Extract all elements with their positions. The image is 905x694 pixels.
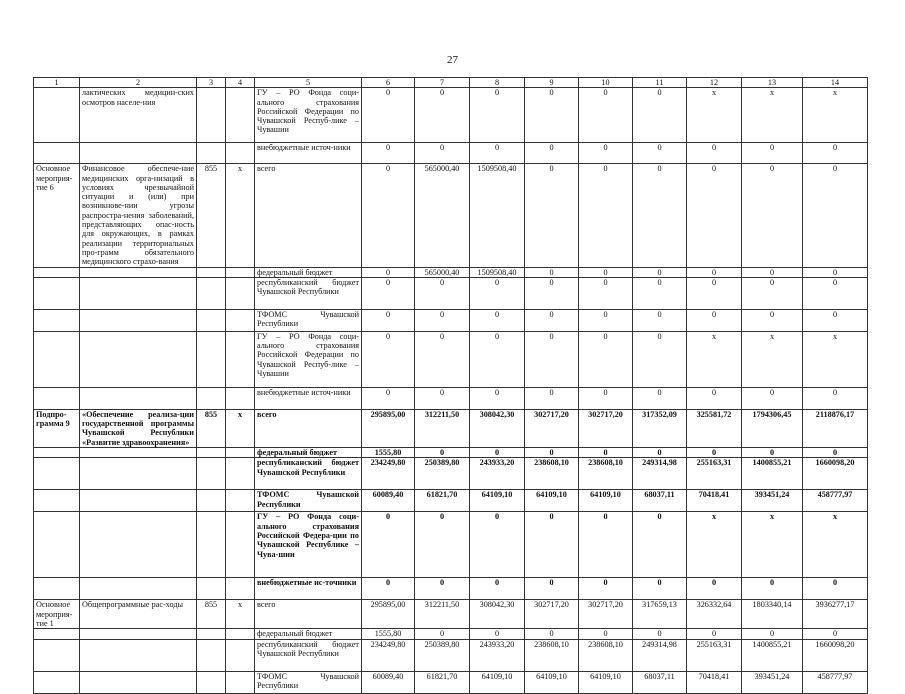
- value-cell: 0: [633, 578, 687, 600]
- value-cell: 1660098,20: [803, 639, 868, 671]
- funding-source-cell: федеральный бюджет: [255, 267, 362, 277]
- value-cell: 0: [362, 164, 415, 267]
- table-row: [34, 671, 868, 693]
- value-cell: 0: [525, 512, 579, 578]
- rzpr-code-cell: [226, 88, 255, 143]
- value-cell: 68037,11: [633, 490, 687, 512]
- value-cell: 0: [525, 277, 579, 309]
- value-cell: x: [742, 512, 803, 578]
- grbs-code-cell: [197, 671, 226, 693]
- value-cell: 64109,10: [579, 671, 633, 693]
- value-cell: 302717,20: [525, 600, 579, 629]
- program-code-cell: [34, 309, 80, 331]
- value-cell: 317659,13: [633, 600, 687, 629]
- value-cell: 0: [742, 387, 803, 409]
- program-code-cell: [34, 639, 80, 671]
- value-cell: x: [742, 88, 803, 143]
- value-cell: 0: [803, 143, 868, 164]
- value-cell: 0: [803, 629, 868, 639]
- program-code-cell: [34, 143, 80, 164]
- funding-source-cell: всего: [255, 409, 362, 447]
- value-cell: 0: [633, 629, 687, 639]
- program-name-cell: [80, 458, 197, 490]
- value-cell: 238608,10: [579, 639, 633, 671]
- grbs-code-cell: [197, 512, 226, 578]
- table-body: [34, 78, 868, 694]
- table-row: [34, 458, 868, 490]
- value-cell: 326332,64: [687, 600, 742, 629]
- rzpr-code-cell: [226, 309, 255, 331]
- page-number: 27: [447, 54, 458, 66]
- column-header: 10: [579, 78, 633, 88]
- program-code-cell: [34, 490, 80, 512]
- value-cell: 250389,80: [415, 458, 470, 490]
- value-cell: 0: [470, 331, 525, 387]
- table-row: [34, 490, 868, 512]
- funding-source-cell: ТФОМС Чувашской Республики: [255, 671, 362, 693]
- program-name-cell: [80, 267, 197, 277]
- value-cell: 0: [742, 629, 803, 639]
- program-name-cell: [80, 143, 197, 164]
- value-cell: 2118876,17: [803, 409, 868, 447]
- value-cell: 295895,00: [362, 600, 415, 629]
- value-cell: 302717,20: [579, 600, 633, 629]
- value-cell: 1794306,45: [742, 409, 803, 447]
- value-cell: 1400855,21: [742, 458, 803, 490]
- value-cell: 0: [633, 309, 687, 331]
- program-code-cell: [34, 331, 80, 387]
- grbs-code-cell: [197, 448, 226, 458]
- value-cell: 308042,30: [470, 600, 525, 629]
- value-cell: 0: [579, 629, 633, 639]
- header-row: [34, 78, 868, 88]
- value-cell: 0: [470, 387, 525, 409]
- value-cell: 0: [470, 143, 525, 164]
- value-cell: 64109,10: [525, 671, 579, 693]
- value-cell: 0: [742, 164, 803, 267]
- value-cell: 64109,10: [579, 490, 633, 512]
- rzpr-code-cell: [226, 458, 255, 490]
- value-cell: 0: [687, 629, 742, 639]
- value-cell: 0: [415, 578, 470, 600]
- value-cell: 317352,09: [633, 409, 687, 447]
- program-name-cell: лактических медицин-ских осмотров населе-ния: [80, 88, 197, 143]
- program-code-cell: [34, 578, 80, 600]
- rzpr-code-cell: x: [226, 409, 255, 447]
- value-cell: 255163,31: [687, 639, 742, 671]
- value-cell: 0: [579, 512, 633, 578]
- funding-source-cell: ТФОМС Чувашской Республики: [255, 309, 362, 331]
- rzpr-code-cell: [226, 629, 255, 639]
- grbs-code-cell: 855: [197, 600, 226, 629]
- value-cell: 0: [362, 331, 415, 387]
- rzpr-code-cell: [226, 267, 255, 277]
- program-name-cell: [80, 629, 197, 639]
- value-cell: 0: [415, 143, 470, 164]
- program-code-cell: Основное мероприя-тие 6: [34, 164, 80, 267]
- value-cell: 0: [579, 331, 633, 387]
- grbs-code-cell: [197, 578, 226, 600]
- value-cell: 64109,10: [470, 671, 525, 693]
- column-header: 6: [362, 78, 415, 88]
- value-cell: 325581,72: [687, 409, 742, 447]
- value-cell: 243933,20: [470, 639, 525, 671]
- value-cell: x: [803, 331, 868, 387]
- value-cell: 0: [525, 164, 579, 267]
- table-row: [34, 267, 868, 277]
- value-cell: 0: [470, 88, 525, 143]
- funding-source-cell: ТФОМС Чувашской Республики: [255, 490, 362, 512]
- value-cell: 565000,40: [415, 267, 470, 277]
- value-cell: 60089,40: [362, 671, 415, 693]
- grbs-code-cell: [197, 458, 226, 490]
- column-header: 1: [34, 78, 80, 88]
- value-cell: 0: [579, 267, 633, 277]
- value-cell: x: [687, 512, 742, 578]
- value-cell: 0: [687, 143, 742, 164]
- value-cell: 0: [633, 277, 687, 309]
- funding-source-cell: федеральный бюджет: [255, 629, 362, 639]
- funding-source-cell: внебюджетные источ-ники: [255, 387, 362, 409]
- column-header: 8: [470, 78, 525, 88]
- value-cell: 1555,80: [362, 629, 415, 639]
- value-cell: 0: [525, 309, 579, 331]
- value-cell: 0: [687, 164, 742, 267]
- value-cell: 234249,80: [362, 639, 415, 671]
- value-cell: 250389,80: [415, 639, 470, 671]
- value-cell: 61821,70: [415, 490, 470, 512]
- program-code-cell: [34, 458, 80, 490]
- value-cell: 0: [579, 578, 633, 600]
- value-cell: 312211,50: [415, 600, 470, 629]
- value-cell: 1803340,14: [742, 600, 803, 629]
- program-code-cell: [34, 671, 80, 693]
- grbs-code-cell: [197, 267, 226, 277]
- value-cell: 0: [742, 448, 803, 458]
- program-code-cell: [34, 267, 80, 277]
- value-cell: 0: [633, 448, 687, 458]
- value-cell: 238608,10: [579, 458, 633, 490]
- table-row: [34, 88, 868, 143]
- value-cell: 0: [803, 309, 868, 331]
- value-cell: 0: [525, 387, 579, 409]
- value-cell: 64109,10: [470, 490, 525, 512]
- value-cell: 312211,50: [415, 409, 470, 447]
- value-cell: 0: [803, 578, 868, 600]
- value-cell: 0: [687, 277, 742, 309]
- funding-source-cell: республиканский бюджет Чувашской Республики: [255, 458, 362, 490]
- column-header: 12: [687, 78, 742, 88]
- rzpr-code-cell: [226, 671, 255, 693]
- value-cell: 1555,80: [362, 448, 415, 458]
- grbs-code-cell: [197, 277, 226, 309]
- grbs-code-cell: [197, 143, 226, 164]
- value-cell: 3936277,17: [803, 600, 868, 629]
- value-cell: 0: [415, 512, 470, 578]
- value-cell: 0: [362, 309, 415, 331]
- value-cell: 0: [579, 387, 633, 409]
- value-cell: 238608,10: [525, 639, 579, 671]
- program-name-cell: [80, 309, 197, 331]
- grbs-code-cell: 855: [197, 409, 226, 447]
- value-cell: 0: [687, 387, 742, 409]
- program-name-cell: [80, 331, 197, 387]
- value-cell: 393451,24: [742, 671, 803, 693]
- value-cell: 0: [525, 448, 579, 458]
- value-cell: x: [803, 512, 868, 578]
- value-cell: x: [742, 331, 803, 387]
- value-cell: 0: [525, 331, 579, 387]
- funding-source-cell: ГУ – РО Фонда соци-ального страхования Российской Федерации по Чувашской Респуб-лике – Чувашии: [255, 331, 362, 387]
- budget-table: [33, 77, 868, 694]
- value-cell: 0: [415, 309, 470, 331]
- grbs-code-cell: [197, 309, 226, 331]
- column-header: 2: [80, 78, 197, 88]
- value-cell: 0: [633, 267, 687, 277]
- column-header: 5: [255, 78, 362, 88]
- rzpr-code-cell: x: [226, 600, 255, 629]
- value-cell: 0: [633, 331, 687, 387]
- value-cell: 0: [362, 512, 415, 578]
- value-cell: 0: [633, 164, 687, 267]
- program-code-cell: [34, 277, 80, 309]
- rzpr-code-cell: [226, 143, 255, 164]
- grbs-code-cell: [197, 490, 226, 512]
- value-cell: 0: [687, 309, 742, 331]
- value-cell: 0: [633, 387, 687, 409]
- program-name-cell: Финансовое обеспече-ние медицинских орга-низаций в условиях чрезвычайной ситуации и (или) при возникнове-нии угрозы распростра-нения заболеваний, представляющих опас-ность для окружающих, в рамках реализации территориальных про-грамм обязательного медицинского страхо-вания: [80, 164, 197, 267]
- value-cell: 0: [362, 578, 415, 600]
- value-cell: 0: [633, 512, 687, 578]
- program-code-cell: Подпро-грамма 9: [34, 409, 80, 447]
- program-code-cell: [34, 629, 80, 639]
- program-name-cell: [80, 448, 197, 458]
- column-header: 14: [803, 78, 868, 88]
- funding-source-cell: всего: [255, 600, 362, 629]
- grbs-code-cell: [197, 331, 226, 387]
- value-cell: 0: [803, 277, 868, 309]
- program-name-cell: [80, 490, 197, 512]
- value-cell: 0: [415, 629, 470, 639]
- value-cell: 0: [579, 164, 633, 267]
- value-cell: 0: [579, 143, 633, 164]
- value-cell: 0: [687, 267, 742, 277]
- value-cell: 0: [687, 578, 742, 600]
- column-header: 4: [226, 78, 255, 88]
- rzpr-code-cell: [226, 639, 255, 671]
- rzpr-code-cell: x: [226, 164, 255, 267]
- column-header: 9: [525, 78, 579, 88]
- funding-source-cell: всего: [255, 164, 362, 267]
- value-cell: 0: [470, 578, 525, 600]
- table-row: [34, 277, 868, 309]
- value-cell: 249314,98: [633, 458, 687, 490]
- value-cell: 249314,98: [633, 639, 687, 671]
- value-cell: x: [803, 88, 868, 143]
- program-name-cell: [80, 277, 197, 309]
- value-cell: 0: [415, 331, 470, 387]
- column-header: 7: [415, 78, 470, 88]
- rzpr-code-cell: [226, 490, 255, 512]
- value-cell: 0: [525, 578, 579, 600]
- table-row: [34, 629, 868, 639]
- value-cell: 0: [362, 143, 415, 164]
- rzpr-code-cell: [226, 448, 255, 458]
- program-name-cell: «Обеспечение реализа-ции государственной программы Чувашской Республики «Развитие здравоохранения»: [80, 409, 197, 447]
- value-cell: 0: [525, 88, 579, 143]
- value-cell: 458777,97: [803, 490, 868, 512]
- value-cell: 308042,30: [470, 409, 525, 447]
- program-name-cell: [80, 387, 197, 409]
- value-cell: 61821,70: [415, 671, 470, 693]
- value-cell: 0: [803, 448, 868, 458]
- table-row: [34, 387, 868, 409]
- value-cell: 0: [415, 448, 470, 458]
- program-name-cell: Общепрограммные рас-ходы: [80, 600, 197, 629]
- value-cell: 302717,20: [579, 409, 633, 447]
- rzpr-code-cell: [226, 331, 255, 387]
- value-cell: 1509508,40: [470, 267, 525, 277]
- column-header: 13: [742, 78, 803, 88]
- value-cell: 1660098,20: [803, 458, 868, 490]
- value-cell: 255163,31: [687, 458, 742, 490]
- table-row: [34, 331, 868, 387]
- table-row: [34, 164, 868, 267]
- value-cell: 0: [470, 277, 525, 309]
- value-cell: 565000,40: [415, 164, 470, 267]
- value-cell: 0: [470, 448, 525, 458]
- value-cell: x: [687, 88, 742, 143]
- value-cell: 393451,24: [742, 490, 803, 512]
- value-cell: 0: [742, 267, 803, 277]
- rzpr-code-cell: [226, 578, 255, 600]
- value-cell: 0: [633, 88, 687, 143]
- funding-source-cell: ГУ – РО Фонда соци-ального страхования Российской Федерации по Чувашской Респуб-лике – Чувашии: [255, 88, 362, 143]
- value-cell: 0: [579, 448, 633, 458]
- program-name-cell: [80, 639, 197, 671]
- program-code-cell: [34, 387, 80, 409]
- value-cell: 302717,20: [525, 409, 579, 447]
- funding-source-cell: внебюджетные источ-ники: [255, 143, 362, 164]
- value-cell: 0: [687, 448, 742, 458]
- value-cell: 1400855,21: [742, 639, 803, 671]
- table-row: [34, 309, 868, 331]
- program-code-cell: [34, 88, 80, 143]
- value-cell: 243933,20: [470, 458, 525, 490]
- column-header: 3: [197, 78, 226, 88]
- table-row: [34, 600, 868, 629]
- value-cell: 0: [362, 387, 415, 409]
- value-cell: 295895,00: [362, 409, 415, 447]
- funding-source-cell: ГУ – РО Фонда соци-ального страхования Российской Федера-ции по Чувашской Республике – Чува-шии: [255, 512, 362, 578]
- value-cell: 0: [633, 143, 687, 164]
- value-cell: 0: [803, 267, 868, 277]
- value-cell: 0: [470, 512, 525, 578]
- funding-source-cell: республиканский бюджет Чувашской Республики: [255, 639, 362, 671]
- value-cell: 0: [525, 267, 579, 277]
- value-cell: 0: [525, 629, 579, 639]
- funding-source-cell: федеральный бюджет: [255, 448, 362, 458]
- grbs-code-cell: [197, 639, 226, 671]
- value-cell: 0: [579, 277, 633, 309]
- value-cell: 0: [415, 387, 470, 409]
- value-cell: 0: [579, 309, 633, 331]
- value-cell: 0: [742, 578, 803, 600]
- grbs-code-cell: [197, 88, 226, 143]
- value-cell: 238608,10: [525, 458, 579, 490]
- value-cell: 0: [415, 277, 470, 309]
- table-row: [34, 512, 868, 578]
- grbs-code-cell: [197, 387, 226, 409]
- grbs-code-cell: [197, 629, 226, 639]
- value-cell: 458777,97: [803, 671, 868, 693]
- value-cell: 64109,10: [525, 490, 579, 512]
- value-cell: x: [687, 331, 742, 387]
- rzpr-code-cell: [226, 512, 255, 578]
- table-row: [34, 143, 868, 164]
- value-cell: 0: [470, 309, 525, 331]
- table-row: [34, 409, 868, 447]
- rzpr-code-cell: [226, 387, 255, 409]
- value-cell: 0: [579, 88, 633, 143]
- value-cell: 0: [362, 277, 415, 309]
- program-code-cell: [34, 512, 80, 578]
- program-name-cell: [80, 671, 197, 693]
- table-row: [34, 578, 868, 600]
- value-cell: 0: [362, 88, 415, 143]
- program-code-cell: Основное мероприя-тие 1: [34, 600, 80, 629]
- program-code-cell: [34, 448, 80, 458]
- value-cell: 0: [742, 309, 803, 331]
- value-cell: 0: [742, 143, 803, 164]
- value-cell: 70418,41: [687, 490, 742, 512]
- value-cell: 1509508,40: [470, 164, 525, 267]
- value-cell: 0: [415, 88, 470, 143]
- table-row: [34, 448, 868, 458]
- value-cell: 60089,40: [362, 490, 415, 512]
- program-name-cell: [80, 512, 197, 578]
- value-cell: 0: [470, 629, 525, 639]
- funding-source-cell: республиканский бюджет Чувашской Республики: [255, 277, 362, 309]
- value-cell: 0: [742, 277, 803, 309]
- grbs-code-cell: 855: [197, 164, 226, 267]
- value-cell: 70418,41: [687, 671, 742, 693]
- value-cell: 0: [362, 267, 415, 277]
- value-cell: 0: [803, 164, 868, 267]
- table-row: [34, 639, 868, 671]
- column-header: 11: [633, 78, 687, 88]
- value-cell: 234249,80: [362, 458, 415, 490]
- value-cell: 0: [803, 387, 868, 409]
- value-cell: 0: [525, 143, 579, 164]
- value-cell: 68037,11: [633, 671, 687, 693]
- rzpr-code-cell: [226, 277, 255, 309]
- funding-source-cell: внебюджетные ис-точники: [255, 578, 362, 600]
- program-name-cell: [80, 578, 197, 600]
